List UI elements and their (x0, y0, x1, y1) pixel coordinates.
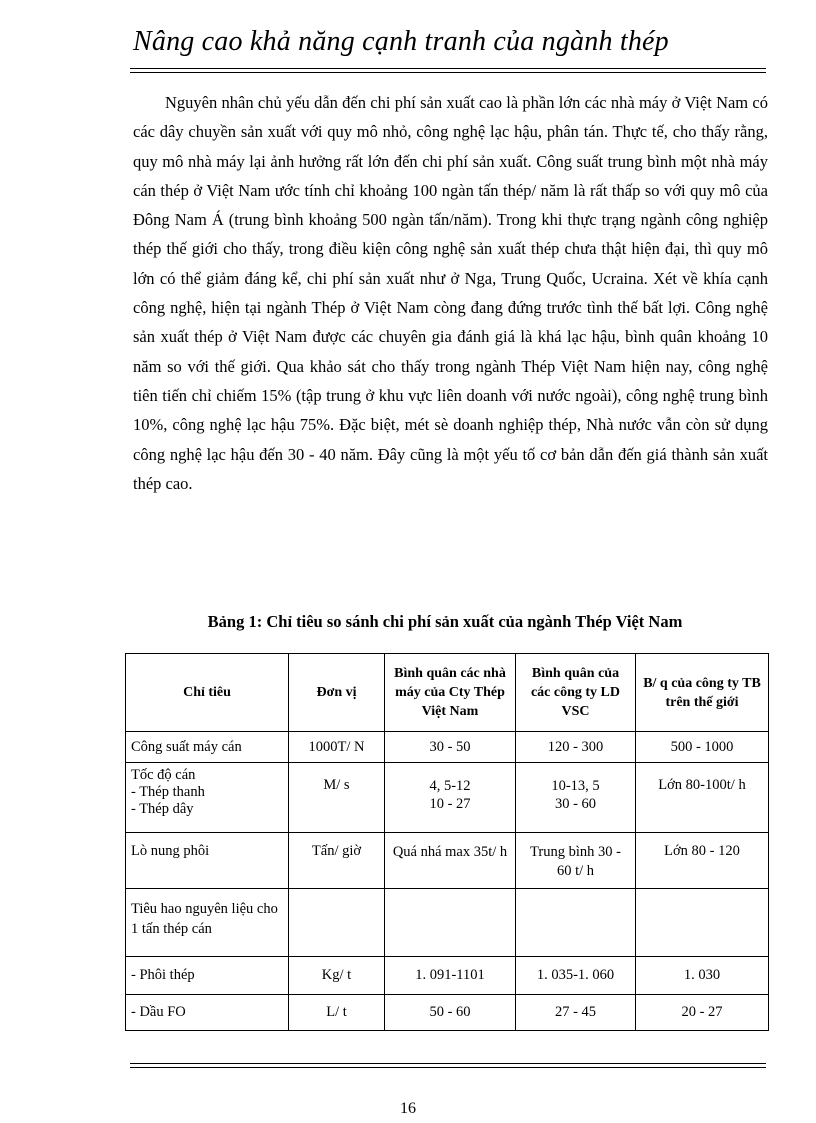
cell-line: Tốc độ cán (131, 767, 196, 783)
cell-don-vi: 1000T/ N (289, 732, 385, 763)
cell-chi-tieu (126, 763, 289, 833)
body-paragraph: Nguyên nhân chủ yếu dẫn đến chi phí sản xuất cao là phần lớn các nhà máy ở Việt Nam có các dây chuyền sản xuất với quy mô nhỏ, công nghệ lạc hậu, phân tán. Thực tế, cho thấy rằng, quy mô nhà máy lại ảnh hưởng rất lớn đến chi phí sản xuất. Công suất trung bình một nhà máy cán thép ở Việt Nam ước tính chỉ khoảng 100 ngàn tấn thép/ năm là rất thấp so với quy mô của Đông Nam Á (trung bình khoảng 500 ngàn tấn/năm). Trong khi thực trạng ngành công nghiệp thép thế giới cho thấy, trong điều kiện công nghệ sản xuất thép chưa thật hiện đại, thì quy mô lớn có thể giảm đáng kể, chi phí sản xuất như ở Nga, Trung Quốc, Ucraina. Xét về khía cạnh công nghệ, hiện tại ngành Thép ở Việt Nam còng đang đứng trước tình thế bất lợi. Công nghệ sản xuất thép ở Việt Nam được các chuyên gia đánh giá là khá lạc hậu, bình quân khoảng 10 năm so với thế giới. Qua khảo sát cho thấy trong ngành Thép Việt Nam hiện nay, công nghệ tiên tiến chỉ chiếm 15% (tập trung ở khu vực liên doanh với nước ngoài), công nghệ trung bình 10%, công nghệ lạc hậu 75%. Đặc biệt, mét sè doanh nghiệp thép, Nhà nước vẫn còn sử dụng công nghệ lạc hậu đến 30 - 40 năm. Đây cũng là một yếu tố cơ bản dẫn đến giá thành sản xuất thép cao. (133, 93, 768, 493)
table-row (126, 995, 769, 1031)
cell-ld: 27 - 45 (516, 995, 636, 1031)
cell-tg: 1. 030 (636, 957, 769, 995)
cell-vn: Quá nhá max 35t/ h (385, 833, 516, 889)
cell-don-vi (289, 889, 385, 957)
page-header-title: Nâng cao khả năng cạnh tranh của ngành thép (133, 26, 669, 57)
cell-chi-tieu: Công suất máy cán (126, 732, 289, 763)
cell-ld: Trung bình 30 - 60 t/ h (516, 833, 636, 889)
table-row (126, 889, 769, 957)
cell-don-vi: M/ s (289, 763, 385, 833)
page-number: 16 (400, 1100, 416, 1117)
table-row (126, 957, 769, 995)
cell-ld: 1. 035-1. 060 (516, 957, 636, 995)
header-rule-thin (130, 72, 766, 73)
header-world-average: B/ q của công ty TB trên thế giới (636, 654, 769, 732)
cell-don-vi: Tấn/ giờ (289, 833, 385, 889)
cell-chi-tieu: - Phôi thép (126, 957, 289, 995)
cell-vn (385, 763, 516, 833)
cell-vn (385, 889, 516, 957)
header-chi-tieu: Chỉ tiêu (126, 654, 289, 732)
cell-ld (516, 889, 636, 957)
table-caption: Bảng 1: Chỉ tiêu so sánh chi phí sản xuất của ngành Thép Việt Nam (207, 612, 683, 631)
cell-chi-tieu: Lò nung phôi (126, 833, 289, 889)
cell-vn: 1. 091-1101 (385, 957, 516, 995)
cell-vn: 30 - 50 (385, 732, 516, 763)
cell-chi-tieu: - Dầu FO (126, 995, 289, 1031)
cell-tg: Lớn 80 - 120 (636, 833, 769, 889)
cell-line: 4, 5-12 (429, 778, 471, 794)
table-row (126, 833, 769, 889)
header-ld-average: Bình quân của các công ty LD VSC (516, 654, 636, 732)
cell-ld (516, 763, 636, 833)
cell-line: 10 - 27 (429, 796, 471, 812)
header-vn-average: Bình quân các nhà máy của Cty Thép Việt Nam (385, 654, 516, 732)
cell-line: 30 - 60 (554, 796, 597, 812)
cell-tg (636, 889, 769, 957)
cell-don-vi: Kg/ t (289, 957, 385, 995)
cell-line: 10-13, 5 (551, 778, 600, 794)
footer-rule-thin (130, 1067, 766, 1068)
cell-vn: 50 - 60 (385, 995, 516, 1031)
cell-don-vi: L/ t (289, 995, 385, 1031)
footer-rule-thick (130, 1063, 766, 1064)
table-header-row (126, 654, 769, 732)
cell-tg: 500 - 1000 (636, 732, 769, 763)
cell-chi-tieu: Tiêu hao nguyên liệu cho 1 tấn thép cán (126, 889, 289, 957)
header-don-vi: Đơn vị (289, 654, 385, 732)
cell-tg: 20 - 27 (636, 995, 769, 1031)
header-rule-thick (130, 68, 766, 69)
table-row (126, 732, 769, 763)
table-row (126, 763, 769, 833)
cell-tg: Lớn 80-100t/ h (636, 763, 769, 833)
comparison-table (125, 653, 769, 1031)
cell-ld: 120 - 300 (516, 732, 636, 763)
cell-line: - Thép thanh (131, 784, 205, 800)
cell-line: - Thép dây (131, 801, 194, 817)
